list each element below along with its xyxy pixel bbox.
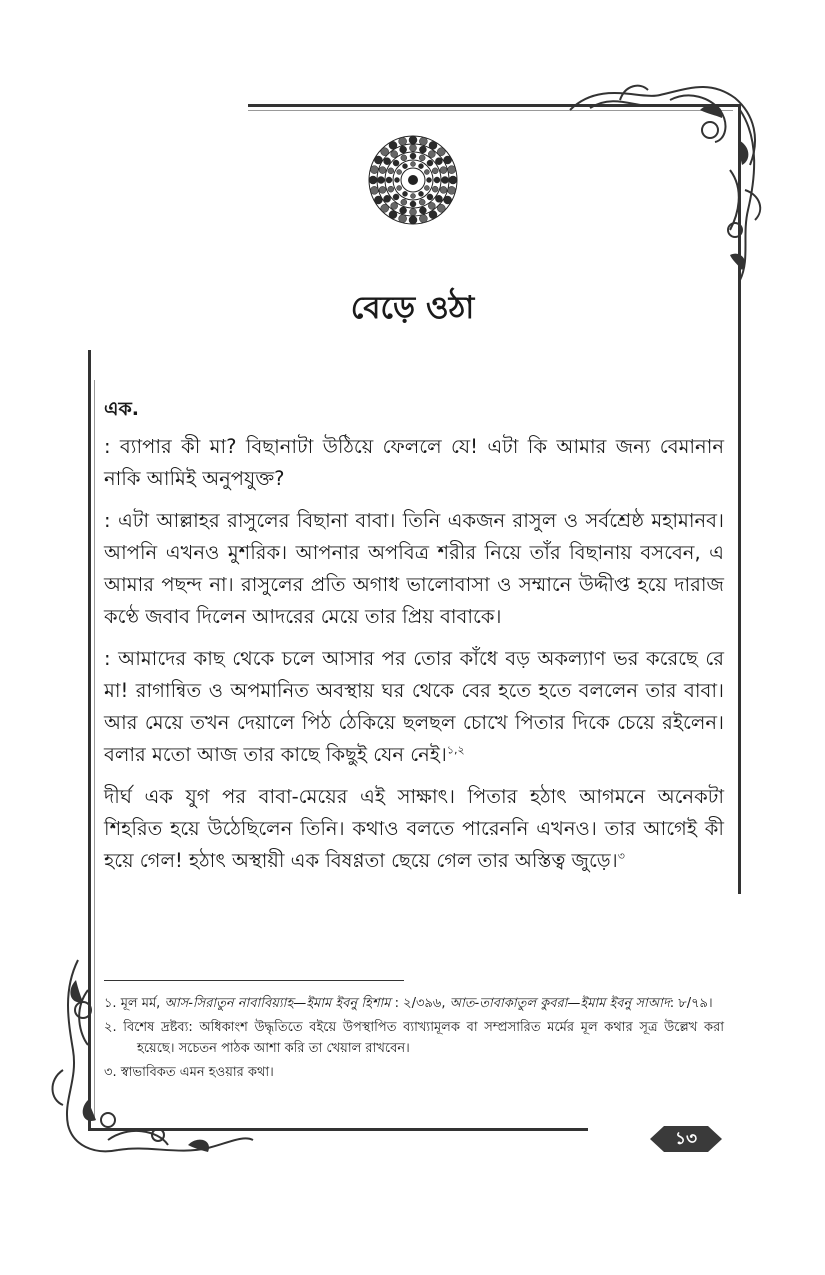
mandala-petal <box>419 164 424 169</box>
mandala-petal <box>411 194 416 199</box>
mandala-petal <box>429 141 437 149</box>
mandala-petal <box>432 186 438 192</box>
mandala-petal <box>409 136 417 144</box>
mandala-petal <box>374 156 382 164</box>
footnotes <box>104 993 724 1086</box>
mandala-petal <box>399 215 407 223</box>
mandala-petal <box>378 177 385 184</box>
mandala-petal <box>428 202 435 209</box>
mandala-petal <box>432 168 438 174</box>
corner-flourish-top-right <box>560 70 770 290</box>
mandala-petal <box>448 166 456 174</box>
body-text <box>104 395 724 887</box>
paragraph-4 <box>104 781 724 877</box>
footnote-1-mid: : ২/৩৯৬, <box>390 996 450 1011</box>
mandala-petal <box>419 207 426 214</box>
mandala-petal <box>419 191 424 196</box>
footnote-1 <box>104 993 724 1014</box>
mandala-petal <box>444 156 452 164</box>
mandala-petal <box>410 201 416 207</box>
footnote-divider <box>104 980 404 981</box>
mandala-petal <box>410 209 417 216</box>
mandala-petal <box>424 186 429 191</box>
mandala-petal <box>409 216 417 224</box>
mandala-petal <box>389 211 397 219</box>
mandala-petal <box>391 151 398 158</box>
mandala-petal <box>388 186 394 192</box>
footnote-1-tail: : ৮/৭৯। <box>669 996 713 1011</box>
footnote-1-source-2: আত-তাবাকাতুল কুবরা—ইমাম ইবনু সাআদ <box>449 996 670 1011</box>
mandala-petal <box>410 145 417 152</box>
mandala-petal <box>381 204 389 212</box>
mandala-petal <box>403 164 408 169</box>
mandala-petal <box>411 162 416 167</box>
mandala-petal <box>419 215 427 223</box>
mandala-petal <box>435 158 442 165</box>
mandala-petal <box>379 186 386 193</box>
paragraph-3-text: : আমাদের কাছ থেকে চলে আসার পর তোর কাঁধে বড় অকল্যাণ ভর করেছে রে মা! রাগান্বিত ও অপমানিত অবস্থায় ঘর থেকে বের হতে হতে বললেন তার বাবা। আর মেয়ে তখন দেয়ালে পিঠ ঠেকিয়ে ছলছল চোখে পিতার দিকে চেয়ে রইলেন। বলার মতো আজ তার কাছে কিছুই যেন নেই। <box>104 647 724 766</box>
mandala-petal <box>437 204 445 212</box>
footnote-1-num: ১. <box>104 996 117 1011</box>
mandala-petal <box>435 195 442 202</box>
mandala-petal <box>400 207 407 214</box>
footnote-1-lead: মূল মর্ম, <box>116 996 165 1011</box>
mandala-petal <box>429 211 437 219</box>
paragraph-2: : এটা আল্লাহর রাসুলের বিছানা বাবা। তিনি একজন রাসুল ও সর্বশ্রেষ্ঠ মহামানব। আপনি এখনও মুশরিক। আপনার অপবিত্র শরীর নিয়ে তাঁর বিছানায় বসবেন, এ আমার পছন্দ না। রাসুলের প্রতি অগাধ ভালোবাসা ও সম্মানে উদ্দীপ্ত হয়ে দারাজ কণ্ঠে জবাব দিলেন আদরের মেয়ে তার প্রিয় বাবাকে। <box>104 509 724 628</box>
mandala-petal <box>440 167 447 174</box>
page-number-badge <box>650 1124 722 1154</box>
mandala-petal <box>399 137 407 145</box>
mandala-petal <box>379 167 386 174</box>
mandala-petal <box>391 202 398 209</box>
mandala-petal <box>444 196 452 204</box>
mandala-petal <box>369 176 377 184</box>
mandala-petal <box>434 177 440 183</box>
mandala-petal <box>370 186 378 194</box>
mandala-petal <box>397 170 402 175</box>
mandala-petal <box>401 199 407 205</box>
paragraph-3 <box>104 643 724 771</box>
mandala-petal <box>449 176 457 184</box>
mandala-petal <box>395 178 400 183</box>
mandala-petal <box>424 170 429 175</box>
mandala-petal <box>381 148 389 156</box>
footnote-1-source-1: আস-সিরাতুন নাবাবিয়্যাহ—ইমাম ইবনু হিশাম <box>164 996 391 1011</box>
chapter-title: বেড়ে ওঠা <box>350 290 475 326</box>
mandala-petal <box>400 146 407 153</box>
mandala-petal <box>410 153 416 159</box>
mandala-petal <box>370 166 378 174</box>
paragraph-4-text: দীর্ঘ এক যুগ পর বাবা-মেয়ের এই সাক্ষাৎ। পিতার হঠাৎ আগমনে অনেকটা শিহরিত হয়ে উঠেছিলেন তিনি। কথাও বলতে পারেননি এখনও। তার আগেই কী হয়ে গেল! হঠাৎ অস্থায়ী এক বিষণ্ণতা ছেয়ে গেল তার অস্তিত্ব জুড়ে। <box>104 785 724 872</box>
footnote-ref-1-2[interactable]: ১,২ <box>446 743 465 757</box>
mandala-petal <box>386 177 392 183</box>
mandala-petal <box>428 151 435 158</box>
mandala-petal <box>427 194 433 200</box>
mandala-petal <box>393 160 399 166</box>
mandala-petal <box>388 168 394 174</box>
mandala-petal <box>440 186 447 193</box>
mandala-petal <box>448 186 456 194</box>
mandala-petal <box>384 195 391 202</box>
mandala-petal <box>403 191 408 196</box>
mandala-petal <box>427 160 433 166</box>
mandala-petal <box>374 196 382 204</box>
mandala-petal <box>393 194 399 200</box>
footnote-ref-3[interactable]: ৩ <box>617 849 625 863</box>
mandala-petal <box>419 199 425 205</box>
footnote-3: ৩. স্বাভাবিকত এমন হওয়ার কথা। <box>104 1065 274 1080</box>
mandala-petal <box>419 146 426 153</box>
mandala-petal <box>419 155 425 161</box>
mandala-petal <box>427 178 432 183</box>
mandala-petal <box>384 158 391 165</box>
page-number: ১৩ <box>674 1129 698 1149</box>
paragraph-1: : ব্যাপার কী মা? বিছানাটা উঠিয়ে ফেললে যে! এটা কি আমার জন্য বেমানান নাকি আমিই অনুপযুক্ত? <box>104 435 724 490</box>
mandala-petal <box>442 177 449 184</box>
mandala-petal <box>419 137 427 145</box>
section-label: এক. <box>104 398 139 420</box>
mandala-petal <box>397 186 402 191</box>
mandala-petal <box>437 148 445 156</box>
mandala-petal <box>401 155 407 161</box>
mandala-petal <box>389 141 397 149</box>
footnote-2: ২. বিশেষ দ্রষ্টব্য: অধিকাংশ উদ্ধৃতিতে বইয়ে উপস্থাপিত ব্যাখ্যামূলক বা সম্প্রসারিত মর্মের মূল কথার সূত্র উল্লেখ করা হয়েছে। সচেতন পাঠক আশা করি তা খেয়াল রাখবেন। <box>104 1020 724 1056</box>
mandala-ornament <box>365 132 461 228</box>
